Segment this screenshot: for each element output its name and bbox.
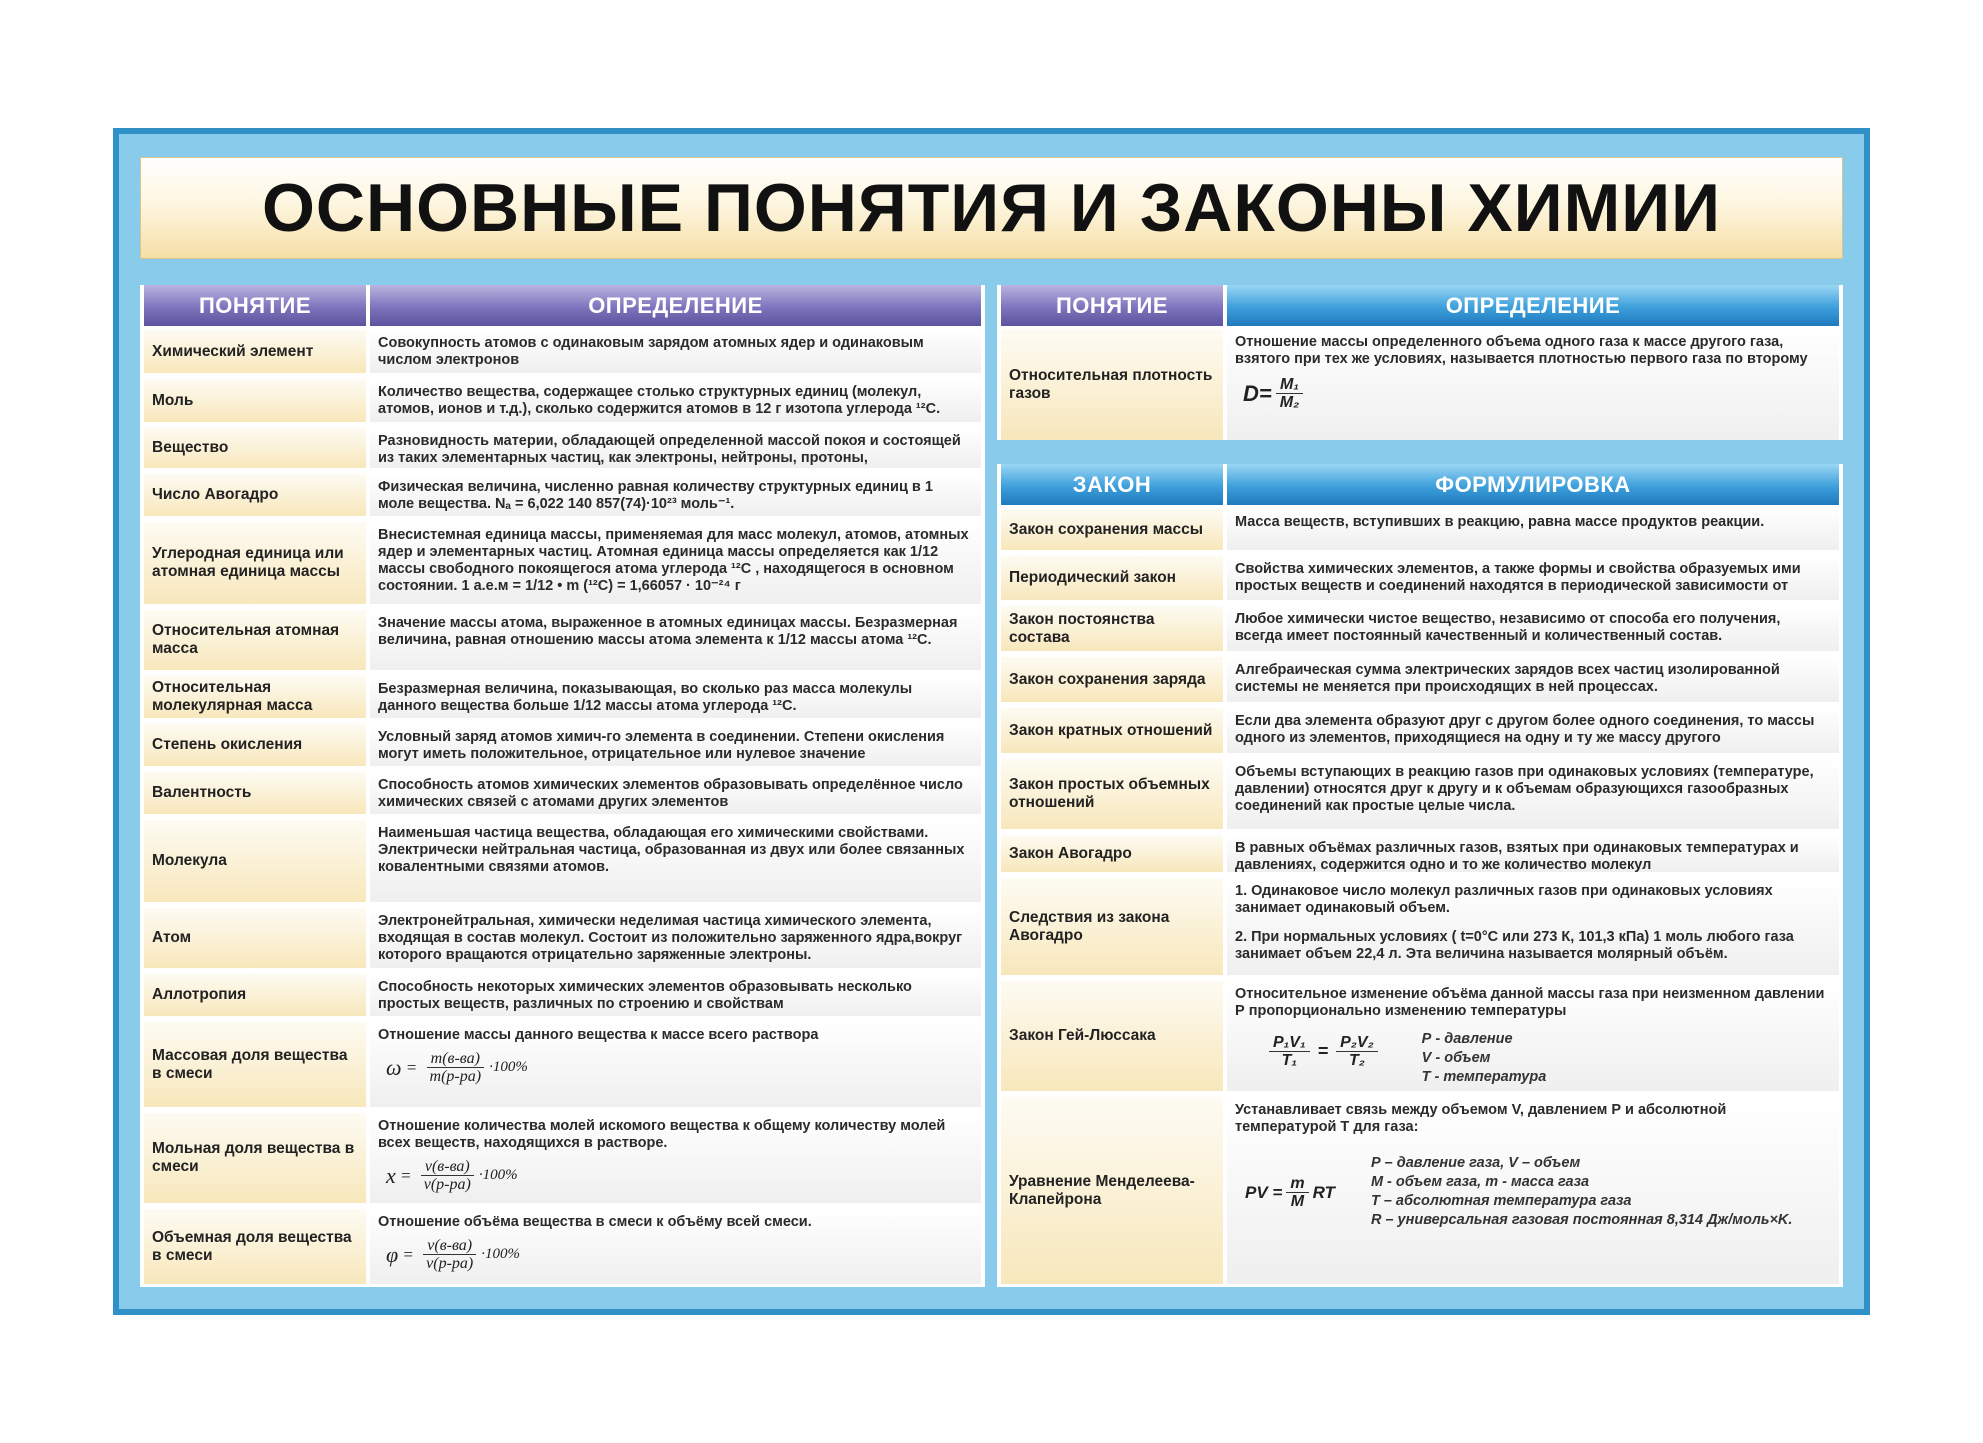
term-label: Закон постоянства состава bbox=[1009, 610, 1155, 646]
definition-text: Условный заряд атомов химич-го элемента в соединении. Степени окисления могут иметь положительное, отрицательное или нулевое значение bbox=[378, 729, 945, 762]
term-label: Относительная атомная масса bbox=[152, 622, 340, 657]
gay-lussac-formula-block bbox=[1235, 1030, 1831, 1087]
table-row bbox=[140, 772, 985, 817]
table-row bbox=[140, 1113, 985, 1206]
term-cell bbox=[1001, 329, 1223, 440]
density-formula bbox=[1243, 376, 1831, 411]
term-cell bbox=[1001, 606, 1223, 654]
term-label: Относительная плотность газов bbox=[1009, 366, 1213, 402]
table-row bbox=[140, 428, 985, 471]
term-label: Валентность bbox=[152, 784, 252, 801]
term-cell bbox=[144, 474, 366, 519]
legend-line: М - объем газа, m - масса газа bbox=[1370, 1174, 1590, 1190]
definition-cell bbox=[370, 330, 981, 376]
term-cell bbox=[1001, 708, 1223, 756]
term-cell bbox=[1001, 981, 1223, 1094]
poster-title: ОСНОВНЫЕ ПОНЯТИЯ И ЗАКОНЫ ХИМИИ bbox=[261, 170, 1722, 246]
formula-fraction bbox=[1276, 376, 1303, 411]
definition-cell bbox=[1227, 657, 1839, 705]
term-label: Химический элемент bbox=[152, 342, 314, 360]
definition-text: Отношение объёма вещества в смеси к объёму всей смеси. bbox=[378, 1214, 812, 1230]
term-cell bbox=[144, 772, 366, 817]
concept-header-label-right: ПОНЯТИЕ bbox=[1055, 292, 1169, 318]
concept-column-header bbox=[144, 285, 366, 326]
table-row bbox=[140, 1022, 985, 1110]
definition-header-label-right: ОПРЕДЕЛЕНИЕ bbox=[1445, 292, 1621, 318]
term-cell bbox=[1001, 509, 1223, 553]
term-label: Число Авогадро bbox=[152, 486, 279, 503]
definition-text: Безразмерная величина, показывающая, во сколько раз масса молекулы данного вещества больше 1/12 массы атома углерода ¹²С. bbox=[378, 681, 913, 714]
term-cell bbox=[144, 522, 366, 607]
legend-line: R – универсальная газовая постоянная 8,314 Дж/моль×K. bbox=[1370, 1212, 1793, 1228]
term-cell bbox=[144, 908, 366, 971]
definition-cell bbox=[370, 724, 981, 769]
table-row bbox=[997, 708, 1843, 756]
table-row bbox=[997, 981, 1843, 1094]
term-cell bbox=[1001, 1097, 1223, 1287]
definition-text: Физическая величина, численно равная количеству структурных единиц в 1 моле вещества. Nₐ = 6,022 140 857(74)·10²³ моль⁻¹. bbox=[378, 479, 933, 512]
clapeyron-formula bbox=[1245, 1175, 1335, 1210]
term-cell bbox=[144, 1022, 366, 1110]
definition-text: Электронейтральная, химически неделимая частица химического элемента, входящая в состав молекул. Состоит из положительно заряженного ядра,вокруг которого вращаются отрицательно заряженные электроны. bbox=[378, 913, 963, 963]
definition-cell bbox=[370, 908, 981, 971]
formula-denominator: m(р-ра) bbox=[429, 1068, 482, 1085]
term-label: Закон сохранения массы bbox=[1009, 520, 1204, 538]
definition-cell bbox=[370, 428, 981, 471]
concept-header-label: ПОНЯТИЕ bbox=[198, 292, 312, 318]
term-cell bbox=[144, 820, 366, 905]
definition-text: Любое химически чистое вещество, независимо от способа его получения, всегда имеет постоянный качественный и количественный состав. bbox=[1235, 611, 1781, 644]
formula-denominator: M bbox=[1290, 1192, 1305, 1210]
term-label: Моль bbox=[152, 391, 194, 409]
definition-cell bbox=[370, 772, 981, 817]
term-cell bbox=[144, 974, 366, 1019]
term-label: Массовая доля вещества в смеси bbox=[152, 1046, 348, 1082]
table-row bbox=[997, 509, 1843, 553]
definition-text: Если два элемента образуют друг с другом более одного соединения, то массы одного из элементов, приходящиеся на одну и ту же массу другого bbox=[1235, 713, 1815, 746]
table-row bbox=[140, 676, 985, 721]
formula-numerator: m(в-ва) bbox=[427, 1050, 484, 1068]
definition-text: Масса веществ, вступивших в реакцию, равна массе продуктов реакции. bbox=[1235, 514, 1765, 530]
table-row bbox=[140, 724, 985, 769]
formula-denominator: ν(р-ра) bbox=[423, 1176, 471, 1193]
formula-lhs: D= bbox=[1243, 381, 1272, 406]
term-cell bbox=[1001, 878, 1223, 978]
term-label: Закон простых объемных отношений bbox=[1009, 776, 1210, 811]
fraction-formula bbox=[386, 1237, 973, 1272]
definition-text: Совокупность атомов с одинаковым зарядом атомных ядер и одинаковым числом электронов bbox=[378, 335, 924, 368]
formula-fraction bbox=[420, 1158, 475, 1193]
term-cell bbox=[144, 1113, 366, 1206]
legend-line: V - объем bbox=[1421, 1050, 1491, 1066]
term-cell bbox=[144, 1209, 366, 1287]
definition-cell bbox=[1227, 509, 1839, 553]
definition-text: Относительное изменение объёма данной массы газа при неизменном давлении Р пропорционально изменению температуры bbox=[1235, 986, 1825, 1019]
title-banner bbox=[140, 157, 1843, 259]
term-label: Молекула bbox=[152, 852, 227, 869]
term-cell bbox=[144, 724, 366, 769]
table-row bbox=[997, 329, 1843, 440]
formula-numerator: P₁V₁ bbox=[1269, 1034, 1310, 1052]
law-header-label: ЗАКОН bbox=[1072, 471, 1152, 497]
definition-cell bbox=[1227, 708, 1839, 756]
table-row bbox=[140, 820, 985, 905]
formula-denominator: ν(р-ра) bbox=[426, 1255, 474, 1272]
definition-text: Отношение массы определенного объема одного газа к массе другого газа, взятого при тех же условиях, называется плотностью первого газа по второму bbox=[1235, 334, 1808, 367]
formula-symbol: ω bbox=[386, 1055, 402, 1080]
table-row bbox=[997, 657, 1843, 705]
table-row bbox=[140, 522, 985, 607]
definition-text: Способность атомов химических элементов образовывать определённое число химических связей с атомами других элементов bbox=[378, 777, 963, 810]
table-row bbox=[140, 1209, 985, 1287]
term-cell bbox=[1001, 657, 1223, 705]
formula-fraction bbox=[1286, 1175, 1308, 1210]
formula-fraction-left bbox=[1269, 1034, 1310, 1069]
term-label: Атом bbox=[152, 929, 192, 946]
definition-cell bbox=[1227, 878, 1839, 978]
term-label: Относительная молекулярная масса bbox=[152, 679, 313, 714]
definition-text: Свойства химических элементов, а также формы и свойства образуемых ими простых веществ и соединений находятся в периодической зависимости от bbox=[1235, 561, 1801, 594]
legend-line: Т - температура bbox=[1421, 1069, 1547, 1085]
definition-cell bbox=[370, 676, 981, 721]
formulation-header-label: ФОРМУЛИРОВКА bbox=[1435, 471, 1631, 497]
definition-column-header bbox=[370, 285, 981, 326]
formula-denominator: T₂ bbox=[1348, 1052, 1365, 1069]
term-label: Периодический закон bbox=[1009, 569, 1177, 586]
fraction-formula bbox=[386, 1158, 973, 1193]
definition-text: Значение массы атома, выраженное в атомных единицах массы. Безразмерная величина, равная отношению массы атома элемента к 1/12 массы атома ¹²С. bbox=[378, 615, 958, 648]
term-label: Вещество bbox=[152, 439, 229, 456]
definition-cell bbox=[1227, 835, 1839, 875]
formula-denominator: M₂ bbox=[1279, 394, 1300, 411]
term-label: Закон кратных отношений bbox=[1009, 721, 1213, 739]
definition-cell bbox=[370, 474, 981, 519]
definition-text: Разновидность материи, обладающей определенной массой покоя и состоящей из таких элементарных частиц, как электроны, нейтроны, протоны, bbox=[378, 433, 961, 466]
formula-tail: ·100% bbox=[478, 1167, 518, 1183]
density-table bbox=[997, 285, 1843, 440]
formula-legend bbox=[1371, 1154, 1792, 1230]
definition-cell bbox=[1227, 556, 1839, 603]
definition-text: Количество вещества, содержащее столько структурных единиц (молекул, атомов, ионов и т.д.), сколько содержится атомов в 12 г изотопа углерода ¹²С. bbox=[378, 384, 941, 417]
formula-numerator: ν(в-ва) bbox=[421, 1158, 474, 1176]
formula-numerator: P₂V₂ bbox=[1336, 1034, 1378, 1052]
table-row bbox=[997, 835, 1843, 875]
formula-equals: = bbox=[401, 1058, 422, 1077]
term-cell bbox=[144, 379, 366, 425]
formula-tail: RT bbox=[1312, 1182, 1335, 1202]
formula-equals: = bbox=[395, 1166, 416, 1185]
formula-fraction bbox=[426, 1050, 486, 1085]
definition-text: В равных объёмах различных газов, взятых при одинаковых температурах и давлениях, содержится одно и то же количество молекул bbox=[1235, 840, 1799, 873]
definition-cell bbox=[370, 820, 981, 905]
term-cell bbox=[144, 330, 366, 376]
definition-cell bbox=[370, 1113, 981, 1206]
law-column-header bbox=[1001, 464, 1223, 505]
definition-cell bbox=[1227, 981, 1839, 1094]
definition-cell bbox=[370, 1022, 981, 1110]
table-row bbox=[140, 330, 985, 376]
definition-text: Наименьшая частица вещества, обладающая его химическими свойствами. Электрически нейтральная частица, образованная из двух или более связанных ковалентными связями атомов. bbox=[378, 825, 965, 875]
definition-cell bbox=[1227, 329, 1839, 440]
term-label: Степень окисления bbox=[152, 736, 303, 753]
term-label: Аллотропия bbox=[152, 986, 247, 1003]
definition-cell bbox=[1227, 606, 1839, 654]
definition-cell bbox=[370, 1209, 981, 1287]
definition-column-header-right bbox=[1227, 285, 1839, 326]
definition-text: Алгебраическая сумма электрических зарядов всех частиц изолированной системы не меняется при происходящих в ней процессах. bbox=[1235, 662, 1780, 695]
concepts-table bbox=[140, 285, 985, 1287]
legend-line: Т – абсолютная температура газа bbox=[1370, 1193, 1632, 1209]
definition-text: Устанавливает связь между объемом V, давлением Р и абсолютной температурой Т для газа: bbox=[1235, 1102, 1727, 1135]
concept-column-header-right bbox=[1001, 285, 1223, 326]
definition-cell bbox=[370, 522, 981, 607]
term-label: Уравнение Менделеева-Клапейрона bbox=[1009, 1172, 1195, 1208]
term-cell bbox=[144, 428, 366, 471]
term-label: Объемная доля вещества в смеси bbox=[152, 1228, 352, 1264]
definition-header-label: ОПРЕДЕЛЕНИЕ bbox=[588, 292, 763, 318]
definition-text: Внесистемная единица массы, применяемая для масс молекул, атомов, атомных ядер и элементарных частиц. Атомная единица массы определяется как 1/12 массы свободного покоящегося атома углерода ¹²С , находящегося в основном состоянии. 1 а.е.м = 1/12 • m (¹²С) = 1,66057 · 10⁻²⁴ г bbox=[378, 527, 969, 594]
laws-table bbox=[997, 464, 1843, 1287]
formula-numerator: m bbox=[1286, 1175, 1308, 1193]
term-label: Мольная доля вещества в смеси bbox=[152, 1140, 355, 1175]
formula-numerator: ν(в-ва) bbox=[423, 1237, 476, 1255]
table-row bbox=[140, 908, 985, 971]
formula-symbol: x bbox=[386, 1163, 396, 1188]
formula-tail: ·100% bbox=[489, 1059, 528, 1075]
formula-fraction bbox=[422, 1237, 477, 1272]
term-label: Закон Гей-Люссака bbox=[1009, 1027, 1156, 1044]
definition-text: 1. Одинаковое число молекул различных газов при одинаковых условиях занимает одинаковый объем. bbox=[1235, 883, 1773, 916]
definition-text: Отношение массы данного вещества к массе всего раствора bbox=[378, 1027, 819, 1043]
clapeyron-formula-block bbox=[1235, 1154, 1831, 1230]
formulation-column-header bbox=[1227, 464, 1839, 505]
formula-equals: = bbox=[1317, 1041, 1329, 1061]
definition-cell bbox=[1227, 759, 1839, 832]
definition-text-2: 2. При нормальных условиях ( t=0°С или 273 К, 101,3 кПа) 1 моль любого газа занимает объем 22,4 л. Эта величина называется молярный объём. bbox=[1235, 929, 1794, 962]
definition-text: Объемы вступающих в реакцию газов при одинаковых условиях (температуре, давлении) относятся друг к другу и к объемам образующихся газообразных соединений как простые целые числа. bbox=[1235, 764, 1814, 814]
formula-numerator: M₁ bbox=[1276, 376, 1303, 394]
table-row bbox=[997, 878, 1843, 978]
legend-line: Р – давление газа, V – объем bbox=[1370, 1155, 1581, 1171]
term-cell bbox=[1001, 759, 1223, 832]
formula-equals: = bbox=[398, 1245, 419, 1264]
gay-lussac-formula bbox=[1265, 1034, 1382, 1069]
term-cell bbox=[1001, 556, 1223, 603]
definition-cell bbox=[370, 379, 981, 425]
definition-cell bbox=[370, 974, 981, 1019]
table-row bbox=[997, 606, 1843, 654]
table-row bbox=[140, 974, 985, 1019]
table-row bbox=[997, 759, 1843, 832]
legend-line: Р - давление bbox=[1421, 1031, 1513, 1047]
table-row bbox=[140, 610, 985, 673]
definition-cell bbox=[1227, 1097, 1839, 1287]
definition-text: Отношение количества молей искомого вещества к общему количеству молей всех веществ, находящихся в растворе. bbox=[378, 1118, 946, 1151]
formula-symbol: φ bbox=[386, 1242, 399, 1267]
formula-legend bbox=[1422, 1030, 1547, 1087]
term-label: Углеродная единица или атомная единица массы bbox=[152, 545, 344, 580]
table-row bbox=[140, 474, 985, 519]
table-row bbox=[997, 556, 1843, 603]
term-cell bbox=[144, 610, 366, 673]
formula-fraction-right bbox=[1336, 1034, 1378, 1069]
formula-tail: ·100% bbox=[481, 1246, 520, 1262]
term-label: Закон сохранения заряда bbox=[1009, 670, 1206, 688]
term-cell bbox=[1001, 835, 1223, 875]
formula-lhs: PV = bbox=[1245, 1182, 1283, 1202]
term-label: Закон Авогадро bbox=[1009, 844, 1132, 862]
definition-cell bbox=[370, 610, 981, 673]
term-cell bbox=[144, 676, 366, 721]
definition-text: Способность некоторых химических элементов образовывать несколько простых веществ, различных по строению и свойствам bbox=[378, 979, 912, 1012]
fraction-formula bbox=[386, 1050, 973, 1085]
table-row bbox=[997, 1097, 1843, 1287]
table-row bbox=[140, 379, 985, 425]
term-label: Следствия из закона Авогадро bbox=[1009, 908, 1170, 944]
formula-denominator: T₁ bbox=[1281, 1052, 1297, 1069]
